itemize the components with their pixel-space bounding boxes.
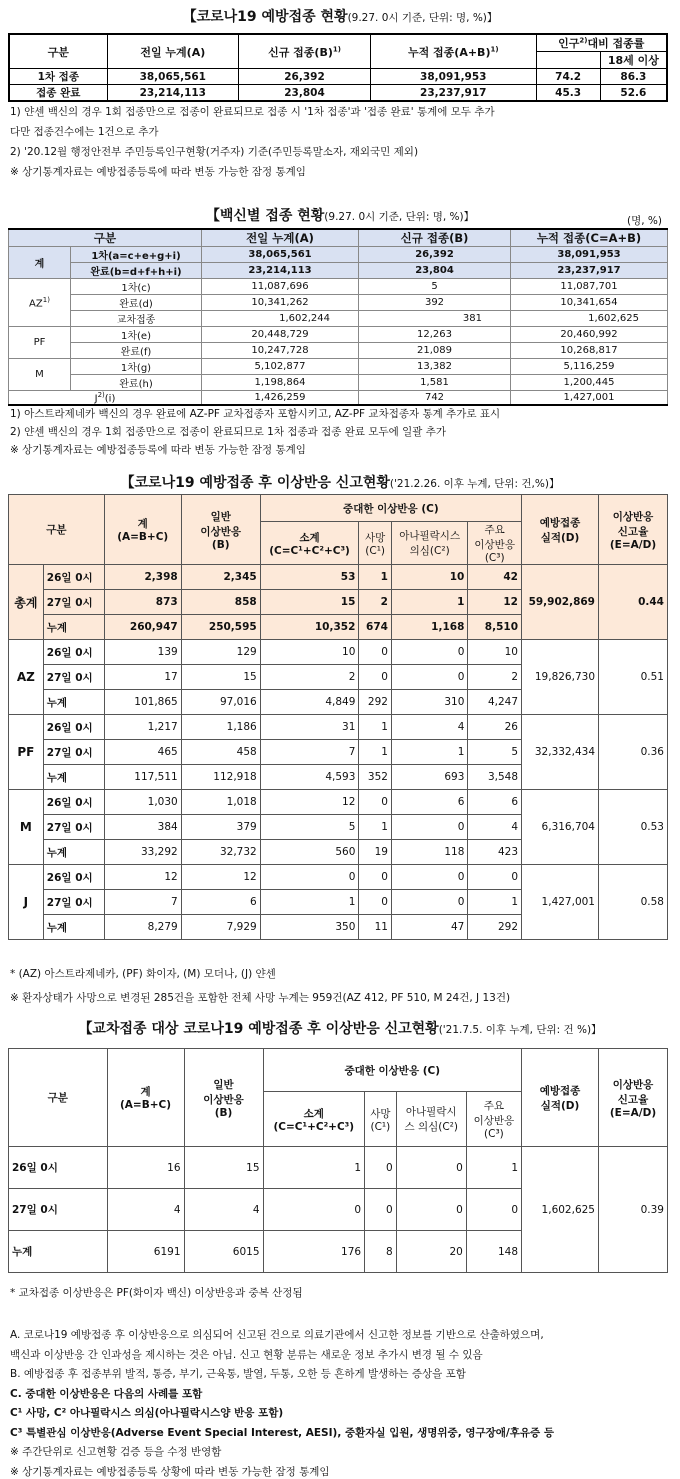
table-row [9,311,668,327]
cell: 1 [359,740,392,765]
cell: 392 [359,295,511,311]
sec1-title: 【코로나19 예방접종 현황(9.27. 0시 기준, 단위: 명, %)】 [182,9,498,25]
cell: 10,341,654 [511,295,668,311]
footnote: 1) 아스트라제네카 백신의 경우 완료에 AZ-PF 교차접종자 포함시키고, AZ-PF 교차접종자 통계 추가로 표시 [10,408,501,420]
col-rate: 이상반응 신고율 (E=A/D) [599,1049,668,1147]
cell: 26 [468,715,522,740]
footnote: 2) 얀센 백신의 경우 1회 접종만으로 접종이 완료되므로 1차 접종과 접종 완료 모두에 일괄 추가 [10,426,447,438]
cell: 129 [181,640,260,665]
cell: 176 [263,1231,365,1273]
cell: 23,804 [239,85,371,102]
cell: 3,548 [468,765,522,790]
cell: 384 [104,815,181,840]
cell: 674 [359,615,392,640]
cell: 1 [466,1147,521,1189]
cell: 33,292 [104,840,181,865]
col-serious-sub: 주요 이상반응 (C³) [466,1092,521,1147]
cell: 8 [365,1231,397,1273]
row-label: 27일 0시 [43,740,104,765]
cell: 10 [260,640,359,665]
col-perf: 예방접종 실적(D) [522,495,599,565]
table-row [9,263,668,279]
row-label: 27일 0시 [43,890,104,915]
cell: 4 [468,815,522,840]
footnote: * 교차접종 이상반응은 PF(화이자 백신) 이상반응과 중복 산정됨 [10,1287,303,1299]
table-row [9,69,667,85]
cell: 10,247,728 [202,343,359,359]
cell: 10,341,262 [202,295,359,311]
cell: 12 [260,790,359,815]
cell: 23,237,917 [511,263,668,279]
cell: 32,732 [181,840,260,865]
cell: 15 [181,665,260,690]
cell-rate: 0.51 [599,640,668,715]
cell: 11,087,696 [202,279,359,295]
cell: 0 [359,865,392,890]
row-label: 26일 0시 [43,640,104,665]
row-label: 완료(f) [71,343,202,359]
cell: 23,214,113 [202,263,359,279]
table-row [9,247,668,263]
row-label: 누계 [43,915,104,940]
cell: 1,602,244 [202,311,359,327]
cell: 10,268,817 [511,343,668,359]
cell: 350 [260,915,359,940]
cell: 101,865 [104,690,181,715]
cell-perf: 19,826,730 [522,640,599,715]
cell: 7,929 [181,915,260,940]
footnote: ※ 주간단위로 신고현황 검증 등을 수정 반영함 [10,1446,222,1458]
cell: 2,345 [181,565,260,590]
row-label: 26일 0시 [43,565,104,590]
cell: 21,089 [359,343,511,359]
cell: 0 [468,865,522,890]
row-label: 27일 0시 [9,1189,108,1231]
col-gubun: 구분 [9,1049,108,1147]
cell: 10,352 [260,615,359,640]
col-serious-sub: 사망 (C¹) [359,522,392,565]
cell: 560 [260,840,359,865]
row-label: 1차(e) [71,327,202,343]
cell: 858 [181,590,260,615]
table-row [9,359,668,375]
col-serious-sub: 소계 (C=C¹+C²+C³) [260,522,359,565]
cell-perf: 32,332,434 [522,715,599,790]
col-serious-sub: 사망 (C¹) [365,1092,397,1147]
cell: 6191 [107,1231,184,1273]
table-row [9,375,668,391]
row-label: 27일 0시 [43,815,104,840]
cell: 112,918 [181,765,260,790]
cell: 423 [468,840,522,865]
cell: 352 [359,765,392,790]
cell: 16 [107,1147,184,1189]
cell: 15 [260,590,359,615]
cell: 873 [104,590,181,615]
cell: 23,237,917 [371,85,537,102]
col-cum: 누적 접종$(A+B)^{1)}$ [371,34,537,69]
vaccination-status-table [8,33,668,102]
table-row [9,715,668,740]
cell: 379 [181,815,260,840]
sec2-unit: (명, %) [627,215,662,227]
cell: 42 [468,565,522,590]
sec3-title: 【코로나19 예방접종 후 이상반응 신고현황('21.2.26. 이후 누계, 단위: 건,%)】 [120,475,560,491]
cell-rate: 0.36 [599,715,668,790]
cell: 260,947 [104,615,181,640]
cell: 1,427,001 [511,391,668,406]
cell: 8,279 [104,915,181,940]
cell: 10 [391,565,467,590]
cell: 0 [263,1189,365,1231]
cell: 292 [359,690,392,715]
cell: 5,102,877 [202,359,359,375]
cell: 250,595 [181,615,260,640]
footnote: C¹ 사망, C² 아나필락시스 의심(아나필락시스양 반응 포함) [10,1407,284,1419]
cell: 19 [359,840,392,865]
cell: 0 [359,890,392,915]
cell: 1,186 [181,715,260,740]
cell: 4,593 [260,765,359,790]
cell: 1,018 [181,790,260,815]
row-label: 누계 [43,840,104,865]
cell: 0 [391,890,467,915]
table-row [9,327,668,343]
adverse-reaction-table [8,494,668,940]
group-label: AZ$^{1)}$ [9,279,71,327]
cell: 1 [391,590,467,615]
cell: 139 [104,640,181,665]
footnote: 다만 접종건수에는 1건으로 추가 [10,126,159,138]
footnote: C³ 특별관심 이상반응(Adverse Event Special Interest, AESI), 중환자실 입원, 생명위중, 영구장애/후유증 등 [10,1426,554,1439]
cell: 23,214,113 [107,85,238,102]
col-serious: 중대한 이상반응 (C) [263,1049,521,1092]
cell: 742 [359,391,511,406]
cell: 23,804 [359,263,511,279]
cell: 20,460,992 [511,327,668,343]
cell: 0 [359,665,392,690]
col-total: 계 (A=B+C) [104,495,181,565]
cell: 11,087,701 [511,279,668,295]
cell: 1,168 [391,615,467,640]
cell: 465 [104,740,181,765]
cell: 97,016 [181,690,260,715]
table-row [9,1147,668,1189]
col-total: 계 (A=B+C) [107,1049,184,1147]
col-serious-sub: 소계 (C=C¹+C²+C³) [263,1092,365,1147]
group-label: PF [9,327,71,359]
cell-perf: 1,427,001 [522,865,599,940]
cell: 38,091,953 [511,247,668,263]
table-row [9,295,668,311]
row-label: 누계 [43,615,104,640]
col-rate-group: 인구$^{2)}$대비 접종률 [536,34,667,52]
row-label: 완료(d) [71,295,202,311]
cell: 381 [359,311,511,327]
table-row [9,790,668,815]
sec4-title: 【교차접종 대상 코로나19 예방접종 후 이상반응 신고현황('21.7.5. 이후 누계, 단위: 건 %)】 [78,1021,602,1037]
cell: 1 [359,565,392,590]
row-label: 1차(a=c+e+g+i) [71,247,202,263]
cell: 12 [468,590,522,615]
row-label: 누계 [43,690,104,715]
col-general: 일반 이상반응 (B) [184,1049,263,1147]
group-label: J [9,865,44,940]
group-label: 계 [9,247,71,279]
cell: 148 [466,1231,521,1273]
row-label: 완료(h) [71,375,202,391]
cell: 7 [260,740,359,765]
cell: 6 [181,890,260,915]
cell-rate: 45.3 [536,85,600,102]
cell: 10 [468,640,522,665]
cell-adult: 86.3 [600,69,667,85]
table-row [9,391,668,406]
cell: 47 [391,915,467,940]
row-label: 누계 [43,765,104,790]
cell: 0 [466,1189,521,1231]
cell-rate: 0.58 [599,865,668,940]
group-label: AZ [9,640,44,715]
cell: 2 [359,590,392,615]
col-new: 신규 접종$(B)^{1)}$ [239,34,371,69]
cell: 292 [468,915,522,940]
cell: 0 [359,790,392,815]
col-serious-sub: 아나필락시스 의심(C²) [391,522,467,565]
vaccine-type-table: 구분 전일 누계(A) 신규 접종(B) 누적 접종(C=A+B) 계 1차(a=c+e+g+i) 38,065,561 26,392 38,091,953 완료(b=d+f+h+i) 23,214,113 23,804 23,237,917 AZ$^{1)}$ 1차(c) 11,087,696 5 11,087,701 완료(d) 10,341,262 392 10,341,654 교차접종 1,602,244 381 1,602,625 PF 1차(e) 20,448,729 12,263 20,460,992 완료(f) 10,247,728 21,089 10,268,817 M 1차(g) 5,102,877 13,382 5,116,259 완료(h) 1,198,864 1,581 1,200,445 $J^{2)}(i)$ 1,426,259 742 1,427,001 [8,228,668,406]
table-row [9,85,667,102]
cell: 1,426,259 [202,391,359,406]
cell: 0 [391,865,467,890]
cell-perf: 59,902,869 [522,565,599,640]
cell: 1,581 [359,375,511,391]
row-label: 26일 0시 [43,790,104,815]
cell: 26,392 [239,69,371,85]
cell: 5 [468,740,522,765]
cell: 0 [260,865,359,890]
row-label: 1차(g) [71,359,202,375]
footnote: 백신과 이상반응 간 인과성을 제시하는 것은 아님. 신고 현황 분류는 새로운 정보 추가시 변경 될 수 있음 [10,1348,483,1361]
row-label: 교차접종 [71,311,202,327]
cell: 1,200,445 [511,375,668,391]
cell: 0 [391,640,467,665]
cell: 1,030 [104,790,181,815]
cell: 5,116,259 [511,359,668,375]
footnote: ※ 환자상태가 사망으로 변경된 285건을 포함한 전체 사망 누계는 959건(AZ 412, PF 510, M 24건, J 13건) [10,992,511,1004]
cell-rate: 0.39 [599,1147,668,1273]
cell: 693 [391,765,467,790]
group-label: M [9,790,44,865]
row-label: 완료(b=d+f+h+i) [71,263,202,279]
cell: 1,602,625 [511,311,668,327]
cell: 4,849 [260,690,359,715]
footnote: ※ 상기통계자료는 예방접종등록에 따라 변동 가능한 잠정 통계임 [10,444,306,456]
cell: 20 [396,1231,466,1273]
col-perf: 예방접종 실적(D) [522,1049,599,1147]
cell: 6015 [184,1231,263,1273]
footnote: 2) '20.12월 행정안전부 주민등록인구현황(거주자) 기준(주민등록말소자, 재외국민 제외) [10,146,419,158]
row-label: 접종 완료 [9,85,107,102]
row-label: 26일 0시 [43,715,104,740]
cell: 17 [104,665,181,690]
cell: 2 [260,665,359,690]
cell: 118 [391,840,467,865]
cell-rate: 74.2 [536,69,600,85]
footnote: ※ 상기통계자료는 예방접종등록에 따라 변동 가능한 잠정 통계임 [10,166,306,178]
footnote: 1) 얀센 백신의 경우 1회 접종만으로 접종이 완료되므로 접종 시 '1차 접종'과 '접종 완료' 통계에 모두 추가 [10,106,495,118]
group-label: M [9,359,71,391]
cell: 38,065,561 [202,247,359,263]
col-gubun: 구분 [9,34,107,69]
cell: 2 [468,665,522,690]
cell: 6 [468,790,522,815]
table-row [9,343,668,359]
cell: 1 [260,890,359,915]
sec2-title: 【백신별 접종 현황(9.27. 0시 기준, 단위: 명, %)】 [205,208,475,224]
cell: 8,510 [468,615,522,640]
cell: 1,217 [104,715,181,740]
cell: 310 [391,690,467,715]
cell: 0 [391,665,467,690]
cell: 1 [359,715,392,740]
cell: 1 [359,815,392,840]
cell-rate: 0.44 [599,565,668,640]
table-row [9,865,668,890]
cell: 1 [468,890,522,915]
footnote: ※ 상기통계자료는 예방접종등록 상황에 따라 변동 가능한 잠정 통계임 [10,1465,330,1478]
row-label: 1차 접종 [9,69,107,85]
cell: 12 [181,865,260,890]
col-serious-sub: 아나필락시 스 의심(C²) [396,1092,466,1147]
cell: 38,091,953 [371,69,537,85]
row-label: 1차(c) [71,279,202,295]
table-row [9,565,668,590]
cell: 0 [396,1147,466,1189]
col-serious: 중대한 이상반응 (C) [260,495,521,522]
cell: 1,198,864 [202,375,359,391]
cell: 0 [391,815,467,840]
cell: 0 [359,640,392,665]
col-adult: 18세 이상 [600,52,667,69]
cell-perf: 6,316,704 [522,790,599,865]
cell: 5 [260,815,359,840]
cross-vaccination-table [8,1048,668,1273]
footnote: A. 코로나19 예방접종 후 이상반응으로 의심되어 신고된 건으로 의료기관에서 신고한 정보를 기반으로 산출하였으며, [10,1329,544,1341]
cell: 12 [104,865,181,890]
col-rate: 이상반응 신고율 (E=A/D) [599,495,668,565]
cell: 5 [359,279,511,295]
cell: 2,398 [104,565,181,590]
row-label: $J^{2)}(i)$ [9,391,202,406]
cell: 11 [359,915,392,940]
cell: 26,392 [359,247,511,263]
table-row [9,640,668,665]
cell-adult: 52.6 [600,85,667,102]
cell: 4 [184,1189,263,1231]
cell: 7 [104,890,181,915]
cell: 12,263 [359,327,511,343]
cell: 4 [107,1189,184,1231]
cell-perf: 1,602,625 [522,1147,599,1273]
cell: 458 [181,740,260,765]
table-row [9,279,668,295]
cell: 31 [260,715,359,740]
cell: 15 [184,1147,263,1189]
cell: 13,382 [359,359,511,375]
col-serious-sub: 주요 이상반응 (C³) [468,522,522,565]
row-label: 27일 0시 [43,590,104,615]
col-general: 일반 이상반응 (B) [181,495,260,565]
col-prev: 전일 누계(A) [107,34,238,69]
cell: 0 [396,1189,466,1231]
row-label: 누계 [9,1231,108,1273]
cell: 1 [391,740,467,765]
cell: 20,448,729 [202,327,359,343]
col-gubun: 구분 [9,495,105,565]
cell: 0 [365,1147,397,1189]
cell: 117,511 [104,765,181,790]
cell-rate: 0.53 [599,790,668,865]
cell: 4,247 [468,690,522,715]
group-label: PF [9,715,44,790]
footnote: B. 예방접종 후 접종부위 발적, 통증, 부기, 근육통, 발열, 두통, 오한 등 흔하게 발생하는 증상을 포함 [10,1368,466,1380]
cell: 0 [365,1189,397,1231]
cell: 4 [391,715,467,740]
group-label: 총계 [9,565,44,640]
footnote: * (AZ) 아스트라제네카, (PF) 화이자, (M) 모더나, (J) 얀센 [10,968,276,980]
cell: 53 [260,565,359,590]
cell: 6 [391,790,467,815]
row-label: 26일 0시 [9,1147,108,1189]
cell: 1 [263,1147,365,1189]
footnote: C. 중대한 이상반응은 다음의 사례를 포함 [10,1387,203,1400]
row-label: 26일 0시 [43,865,104,890]
row-label: 27일 0시 [43,665,104,690]
cell: 38,065,561 [107,69,238,85]
